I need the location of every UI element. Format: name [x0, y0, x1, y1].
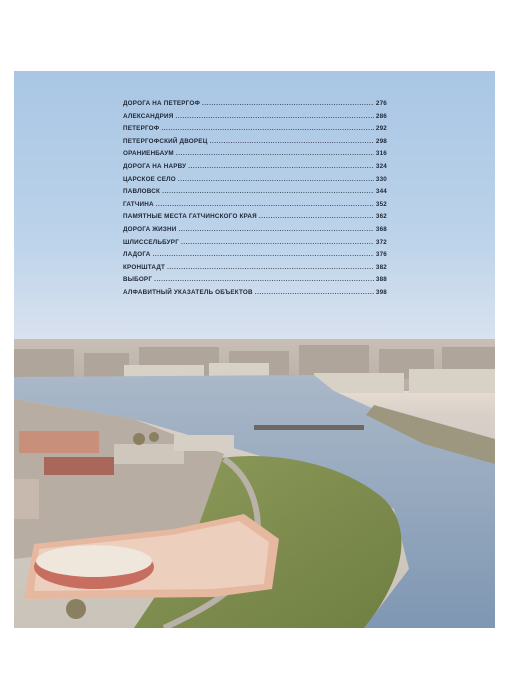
toc-entry[interactable]	[123, 289, 387, 302]
toc-entry[interactable]	[123, 100, 387, 113]
toc-entry-page: 376	[375, 251, 387, 259]
toc-leader-dots	[210, 138, 374, 145]
toc-entry[interactable]	[123, 150, 387, 163]
toc-entry-page: 362	[375, 213, 387, 221]
toc-entry[interactable]	[123, 201, 387, 214]
toc-entry[interactable]	[123, 251, 387, 264]
toc-entry-title: ШЛИССЕЛЬБУРГ	[123, 238, 179, 246]
toc-entry-title: АЛЕКСАНДРИЯ	[123, 112, 174, 120]
toc-entry-title: ДОРОГА НА НАРВУ	[123, 162, 187, 170]
toc-leader-dots	[154, 276, 374, 283]
toc-leader-dots	[188, 163, 374, 170]
table-of-contents	[123, 100, 387, 302]
toc-entry-page: 324	[375, 162, 387, 170]
toc-entry[interactable]	[123, 125, 387, 138]
toc-entry[interactable]	[123, 138, 387, 151]
toc-entry-page: 382	[375, 263, 387, 271]
toc-entry-title: ПАМЯТНЫЕ МЕСТА ГАТЧИНСКОГО КРАЯ	[123, 213, 257, 221]
toc-leader-dots	[179, 226, 374, 233]
toc-entry-page: 292	[375, 125, 387, 133]
toc-entry-page: 330	[375, 175, 387, 183]
toc-leader-dots	[259, 213, 374, 220]
toc-leader-dots	[255, 289, 374, 296]
bridge	[254, 425, 364, 430]
book-page	[14, 71, 495, 628]
toc-entry-page: 344	[375, 188, 387, 196]
toc-entry[interactable]	[123, 226, 387, 239]
toc-leader-dots	[175, 113, 373, 120]
toc-entry-title: ЦАРСКОЕ СЕЛО	[123, 175, 176, 183]
toc-entry[interactable]	[123, 188, 387, 201]
toc-entry[interactable]	[123, 213, 387, 226]
toc-entry[interactable]	[123, 163, 387, 176]
toc-leader-dots	[156, 201, 374, 208]
toc-entry-page: 368	[375, 225, 387, 233]
toc-entry-title: ЛАДОГА	[123, 251, 151, 259]
toc-entry-title: ПЕТЕРГОФ	[123, 125, 160, 133]
toc-entry-title: АЛФАВИТНЫЙ УКАЗАТЕЛЬ ОБЪЕКТОВ	[123, 288, 253, 296]
toc-entry-title: ДОРОГА НА ПЕТЕРГОФ	[123, 100, 201, 107]
toc-entry-page: 286	[375, 112, 387, 120]
toc-entry-title: КРОНШТАДТ	[123, 263, 166, 271]
toc-entry-page: 388	[375, 276, 387, 284]
toc-entry[interactable]	[123, 276, 387, 289]
toc-entry-page: 352	[375, 200, 387, 208]
toc-leader-dots	[161, 125, 374, 132]
toc-entry-title: ПЕТЕРГОФСКИЙ ДВОРЕЦ	[123, 137, 208, 145]
toc-leader-dots	[202, 100, 374, 107]
toc-entry[interactable]	[123, 264, 387, 277]
toc-leader-dots	[178, 176, 374, 183]
toc-entry[interactable]	[123, 176, 387, 189]
toc-entry[interactable]	[123, 113, 387, 126]
toc-entry-title: ДОРОГА ЖИЗНИ	[123, 225, 177, 233]
toc-entry-title: ОРАНИЕНБАУМ	[123, 150, 174, 158]
toc-leader-dots	[153, 251, 374, 258]
toc-entry-page: 398	[375, 288, 387, 296]
toc-leader-dots	[176, 150, 374, 157]
toc-entry-title: ГАТЧИНА	[123, 200, 154, 208]
toc-entry-page: 276	[375, 100, 387, 107]
aerial-city-photo	[14, 339, 495, 628]
toc-entry-page: 316	[375, 150, 387, 158]
toc-entry-title: ПАВЛОВСК	[123, 188, 161, 196]
toc-entry-page: 372	[375, 238, 387, 246]
toc-entry[interactable]	[123, 239, 387, 252]
toc-leader-dots	[181, 239, 374, 246]
toc-entry-title: ВЫБОРГ	[123, 276, 153, 284]
toc-leader-dots	[162, 188, 374, 195]
bastion-roof	[36, 545, 152, 577]
toc-leader-dots	[167, 264, 374, 271]
toc-entry-page: 298	[375, 137, 387, 145]
